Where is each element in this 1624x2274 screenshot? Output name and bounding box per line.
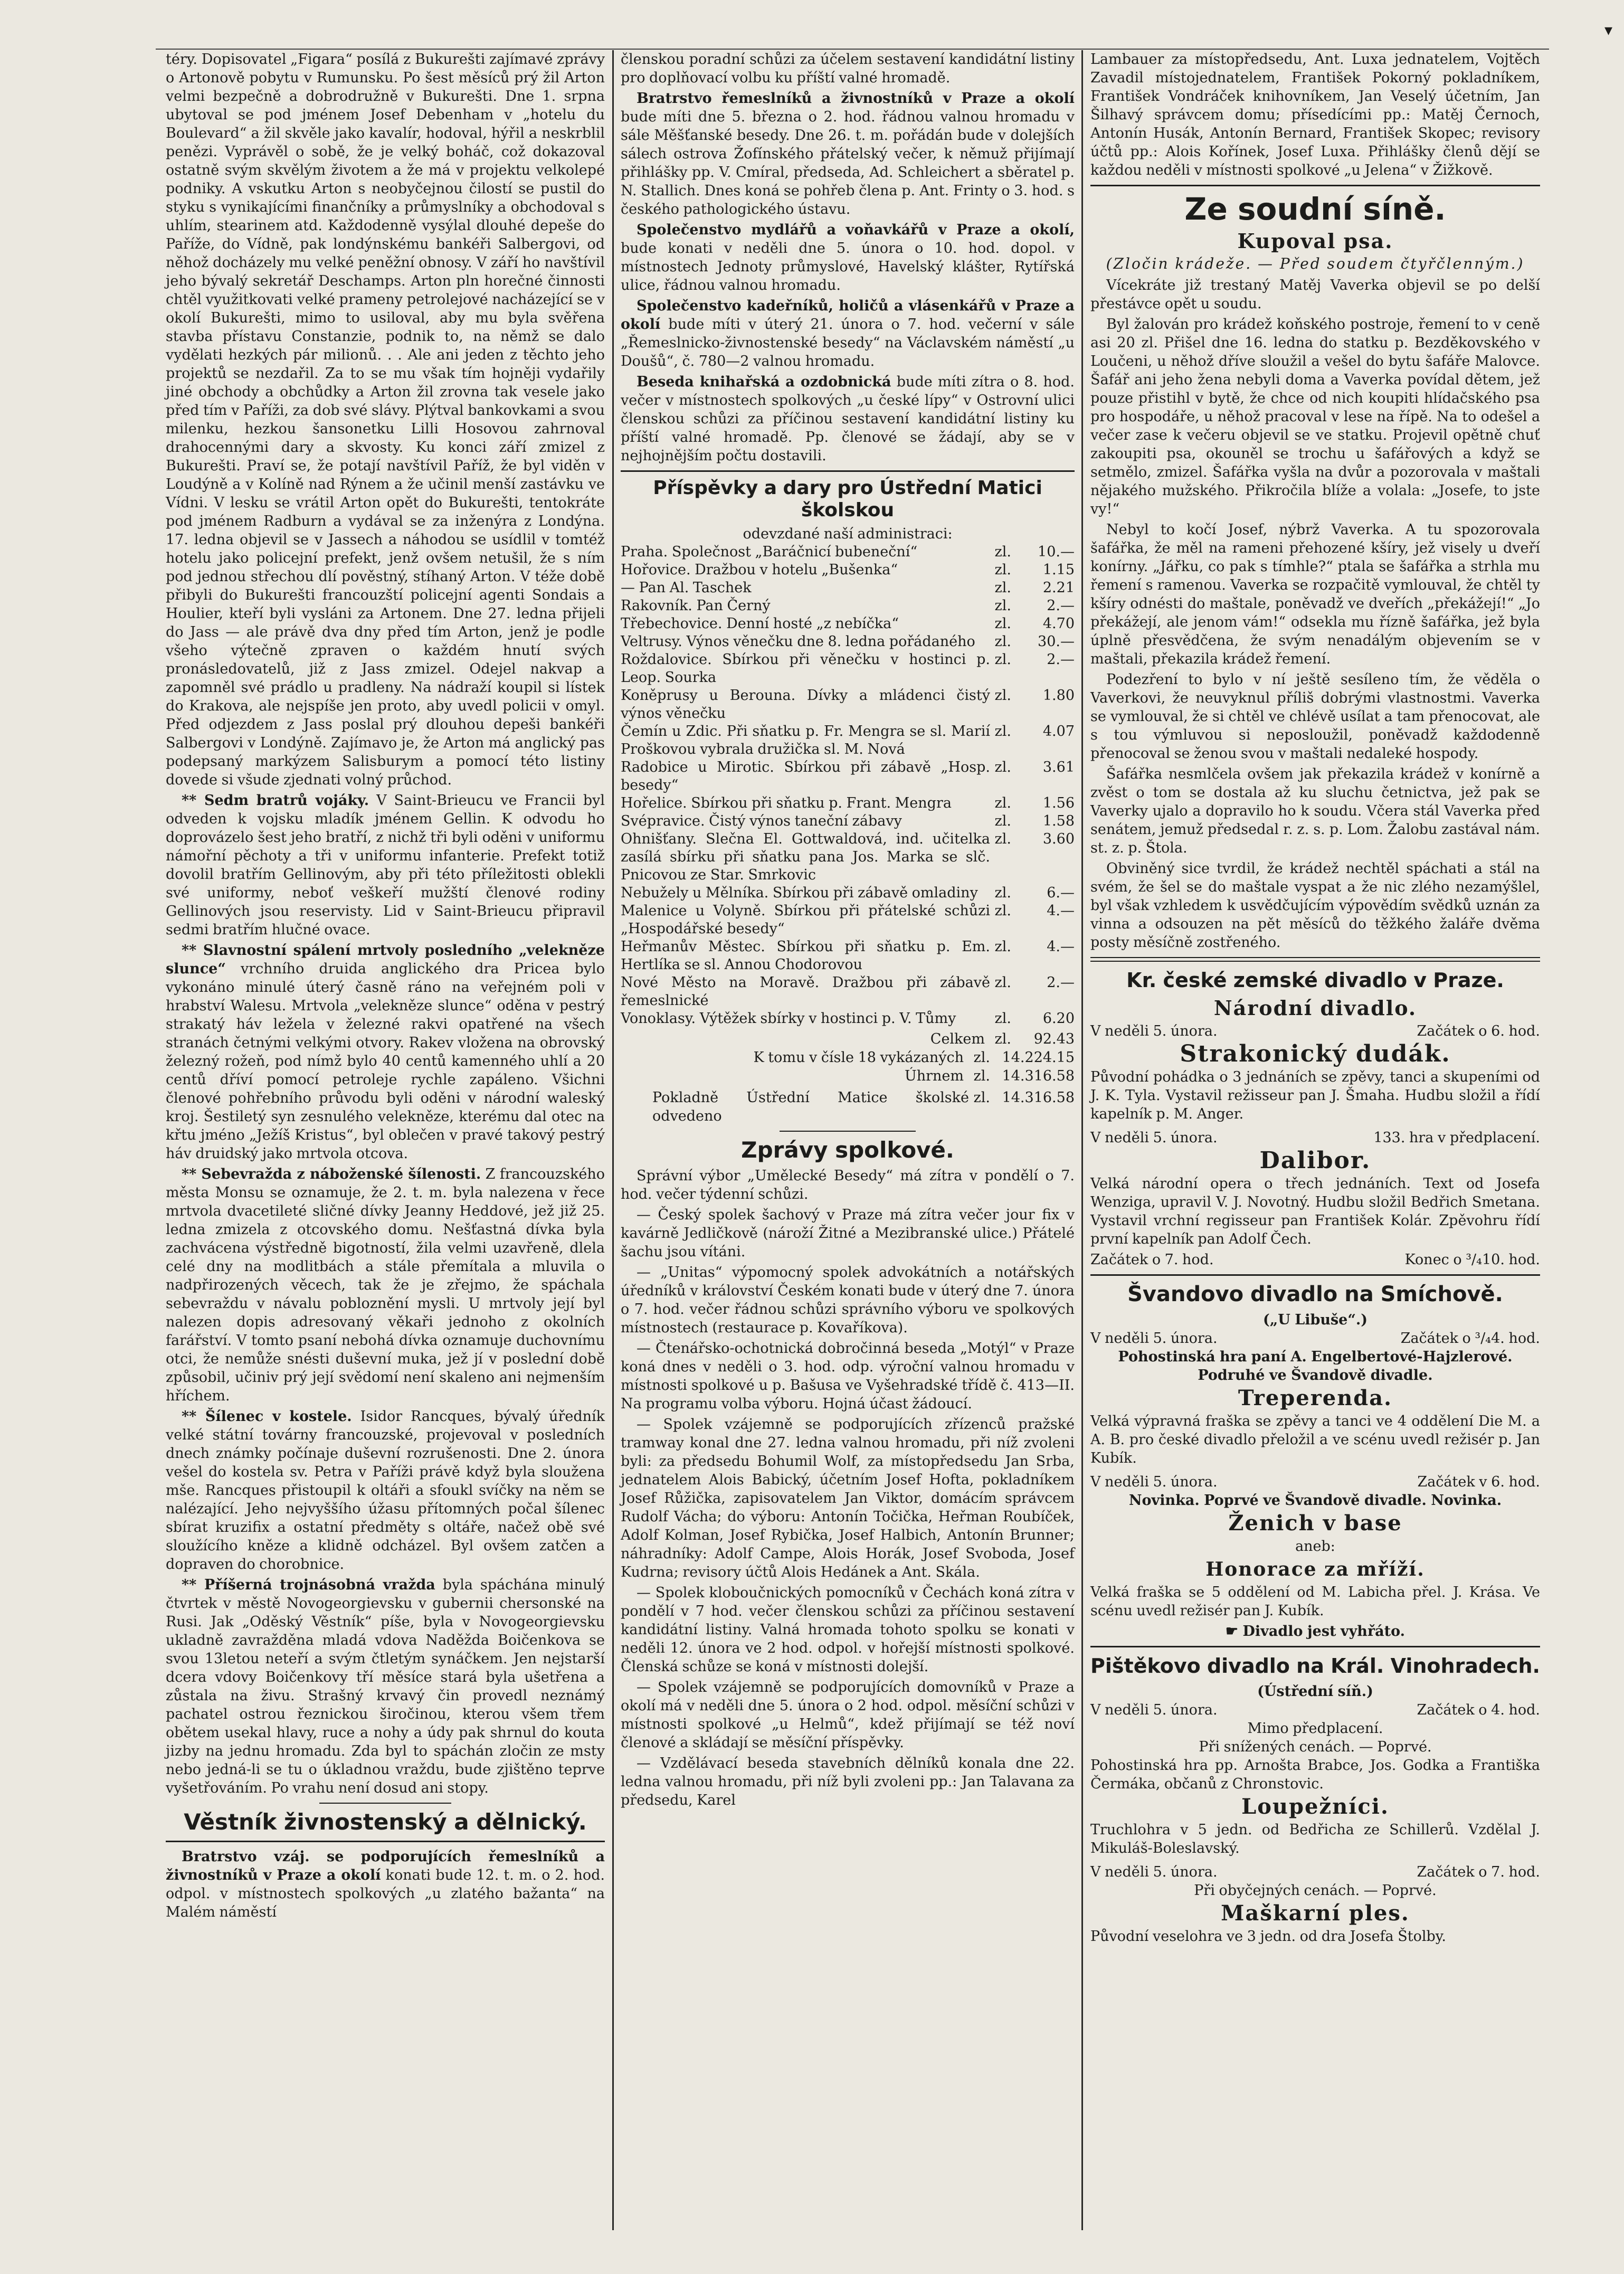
- sum-value: 92.43: [1033, 1031, 1075, 1047]
- donation-donor: Nebužely u Mělníka. Sbírkou při zábavě omladiny: [621, 885, 978, 901]
- donation-unit: zl.: [994, 651, 1011, 668]
- donation-amount: 4.—: [1047, 939, 1075, 955]
- donation-unit: zl.: [994, 759, 1011, 775]
- donation-donor: Nové Město na Moravě. Dražbou při zábavě řemeslnické: [621, 974, 990, 1009]
- theatre-name: Pištěkovo divadlo na Král. Vinohradech.: [1090, 1654, 1540, 1678]
- donation-donor: Radobice u Mirotic. Sbírkou při zábavě „Hosp. besedy“: [621, 759, 990, 793]
- cash-value: 14.316.58: [1002, 1089, 1075, 1106]
- performance-date: V neděli 5. února.: [1090, 1330, 1218, 1347]
- news-item-title: Společenstvo mydlářů a voňavkářů v Praze a okolí,: [637, 222, 1075, 238]
- news-item-title: ** Slavnostní spálení mrtvoly posledního „velekněze slunce“: [166, 942, 605, 977]
- performance-start: Začátek o 7. hod.: [1090, 1252, 1214, 1268]
- donation-unit: zl.: [994, 831, 1011, 847]
- donation-row: [621, 561, 1075, 579]
- donation-row: [621, 759, 1075, 794]
- donation-amount: 3.61: [1042, 759, 1075, 775]
- theatre-subtitle: („U Libuše“.): [1262, 1312, 1368, 1328]
- play-title: Strakonický dudák.: [1180, 1040, 1451, 1067]
- section-title-vestnik: Věstník živnostenský a dělnický.: [184, 1809, 587, 1835]
- performance-date: V neděli 5. února.: [1090, 1023, 1218, 1039]
- donation-donor: Roždalovice. Sbírkou při věnečku v hostinci p. Leop. Sourka: [621, 651, 990, 686]
- column-3: [1083, 50, 1547, 2241]
- divider: [780, 1131, 916, 1132]
- club-news: — Spolek vzájemně se podporujících zřízenců pražské tramway konal dne 27. ledna valnou hromadu, při níž zvoleni byli: za předsedu Bohumil Wolf, za místopředsedu Jan Srba, jednatelem Alois Babický, účetním Josef Hofta, pokladníkem Josef Růžička, zapisovatelem Jan Viktor, domácím správcem Rudolf Vácha; do výboru: Antonín Točička, Heřman Roubíček, Adolf Kolman, Josef Rybička, Josef Halbich, Antonín Brunner; náhradníky: Adolf Campe, Alois Horák, Josef Svoboda, Josef Kudrna; revisory účtů Alois Hedánek a Ant. Skála.: [621, 1416, 1075, 1580]
- play-title-connector: aneb:: [1295, 1538, 1335, 1555]
- club-news: — Spolek vzájemně se podporujících domovníků v Praze a okolí má v neděli dne 5. února o 2 hod. odpol. měsíční schůzi v místnosti spolkové „u Helmů“, kdež přijímají se též noví členové a skládají se měsíční příspěvky.: [621, 1679, 1075, 1751]
- divider: [319, 1803, 451, 1804]
- performance-note: Podruhé ve Švandově divadle.: [1198, 1367, 1433, 1384]
- news-item-body: bude míti dne 5. března o 2. hod. řádnou valnou hromadu v sále Měšťanské besedy. Dne 26. t. m. pořádán bude v dolejších sálech ostrova Žofínského přátelský večer, k němuž přijímají přihlášky pp. V. Cmíral, předseda, Ad. Schleichert a sběratel p. N. Stallich. Dnes koná se pohřeb člena p. Ant. Frinty o 3. hod. s českého pathologického ústavu.: [621, 109, 1075, 217]
- club-news: — Český spolek šachový v Praze má zítra večer jour fix v kavárně Jedličkově (nároží Žitné a Mezibranské ulice.) Přátelé šachu jsou vítáni.: [621, 1207, 1075, 1260]
- donation-row: [621, 687, 1075, 723]
- donation-amount: 4.—: [1047, 903, 1075, 919]
- play-description: Velká fraška se 5 oddělení od M. Labicha přel. J. Krása. Ve scénu uvedl režisér pan J. Kubík.: [1090, 1584, 1540, 1619]
- prev-label: K tomu v čísle 18 vykázaných: [753, 1049, 964, 1066]
- performance-end: Konec o ³/₄10. hod.: [1404, 1252, 1540, 1268]
- news-item-body: vrchního druida anglického dra Pricea bylo vykonáno minulé úterý časně ráno na veřejném poli v hrabství Walesu. Mrtvola „velekněze slunce“ oděna v pestrý strakatý háv ležela v železné rakvi opatřené na všech stranách četnými velkými otvory. Rakev vložena na obrovský železný rožeň, pod nímž bylo 40 centů kamenného uhlí a 20 centů dříví pomocí petroleje rychle zapáleno. Všichni členové pohřebního průvodu byli oděni v národní waleský kroj. Šestiletý syn zesnulého velekněze, kterému dal otec na křtu jméno „Ježíš Kristus“, byl oblečen v pravé takový pestrý háv druidský jako mrtvola otcova.: [166, 961, 605, 1162]
- donation-amount: 3.60: [1042, 831, 1075, 847]
- performance-start: Začátek o ³/₄4. hod.: [1400, 1330, 1540, 1347]
- play-title: Treperenda.: [1238, 1386, 1393, 1410]
- heated-note-text: Divadlo jest vyhřáto.: [1242, 1623, 1405, 1640]
- play-description: Původní veselohra ve 3 jedn. od dra Josefa Štolby.: [1090, 1928, 1447, 1945]
- performance-date: V neděli 5. února.: [1090, 1474, 1218, 1490]
- donation-row: [621, 794, 1075, 812]
- donations-total-row: [621, 1067, 1075, 1085]
- news-item: [621, 297, 1075, 371]
- cash-label: Pokladně Ústřední Matice školské odvedeno: [652, 1089, 969, 1124]
- top-rule: [156, 49, 1549, 50]
- theatre-name: Národní divadlo.: [1213, 996, 1417, 1020]
- article-paragraph: Vícekráte již trestaný Matěj Vaverka objevil se po delší přestávce opět u soudu.: [1090, 277, 1540, 312]
- donation-donor: Ohnišťany. Slečna El. Gottwaldová, ind. učitelka zasílá sbírku při sňatku pana Jos. Marka se slč. Pnicovou ze Star. Smrkovic: [621, 831, 990, 883]
- news-item: [621, 89, 1075, 219]
- donation-unit: zl.: [994, 544, 1011, 560]
- performance-troupe: Pohostinská hra paní A. Engelbertové-Hajzlerové.: [1118, 1349, 1513, 1365]
- donation-amount: 1.15: [1042, 562, 1075, 578]
- donation-unit: zl.: [994, 813, 1011, 829]
- donation-amount: 30.—: [1038, 633, 1075, 650]
- performance-prices: Při snížených cenách. — Poprvé.: [1199, 1739, 1432, 1755]
- donation-donor: Hořelice. Sbírkou při sňatku p. Frant. Mengra: [621, 795, 952, 811]
- performance-date: V neděli 5. února.: [1090, 1130, 1218, 1146]
- donation-row: [621, 597, 1075, 615]
- article-title: Kupoval psa.: [1237, 229, 1393, 253]
- donation-donor: Třebechovice. Denní hosté „z nebíčka“: [621, 615, 899, 632]
- donation-donor: Svépravice. Čistý výnos taneční zábavy: [621, 813, 902, 829]
- news-item-title: ** Šílenec v kostele.: [182, 1408, 352, 1425]
- news-item-title: Bratrstvo řemeslníků a živnostníků v Praze a okolí: [637, 90, 1075, 107]
- news-item-title: Beseda knihařská a ozdobnická: [637, 374, 891, 390]
- news-item: [621, 373, 1075, 465]
- news-item-title: ** Sebevražda z náboženské šílenosti.: [182, 1166, 481, 1182]
- sum-label: Celkem: [930, 1031, 985, 1047]
- section-title-soud: Ze soudní síně.: [1184, 191, 1446, 227]
- performance-note: Novinka. Poprvé ve Švandově divadle. Novinka.: [1128, 1492, 1502, 1509]
- donation-row: [621, 830, 1075, 884]
- donations-subtitle: odevzdané naší administraci:: [743, 526, 953, 542]
- news-item-body: bude míti zítra o 8. hod. večer v místnostech spolkových „u české lípy“ v Ostrovní ulici členskou schůzi za příčinou sestavení kandidátní listiny ku příští valné hromadě. Pp. členové se žádají, aby se v nejhojnějším počtu dostavili.: [621, 374, 1075, 464]
- news-item: [166, 791, 605, 939]
- news-item-title: ** Sedm bratrů vojáky.: [182, 792, 369, 809]
- club-news: — Vzdělávací beseda stavebních dělníků konala dne 22. ledna valnou hromadu, při níž byli zvoleni pp.: Jan Talavana za předsedu, Karel: [621, 1755, 1075, 1808]
- donation-row: [621, 938, 1075, 974]
- theatre-line: [1090, 1329, 1540, 1348]
- heated-note: [1090, 1622, 1540, 1641]
- news-item: [621, 221, 1075, 295]
- news-item: [166, 1576, 605, 1797]
- performance-date: V neděli 5. února.: [1090, 1702, 1218, 1718]
- performance-subscription: 133. hra v předplacení.: [1373, 1130, 1540, 1146]
- article-subtitle: (Zločin krádeže. — Před soudem čtyřčlenným.): [1106, 255, 1525, 272]
- play-title: Maškarní ples.: [1221, 1901, 1410, 1926]
- donation-donor: Heřmanův Městec. Sbírkou při sňatku p. Em. Hertlíka se sl. Annou Chodorovou: [621, 939, 990, 973]
- performance-start: Začátek o 6. hod.: [1417, 1023, 1540, 1039]
- cash-unit: zl.: [973, 1089, 990, 1106]
- news-item-body: Isidor Rancques, bývalý úředník velké státní továrny francouzské, projevoval v posledních dnech známky počínaje duševní rozrušenosti. Dne 2. února vešel do kostela sv. Petra v Paříži právě když byla sloužena mše. Rancques přistoupil k oltáři a sfoukl svíčky na něm se nalézající. Jeho nejvyššího úžasu přítomných počal šílenec sbírat kruzifix a ostatní předměty s oltáře, načež obě své sloužícího kněze a klidně odcházel. Byl ovšem zatčen a dopraven do chorobnice.: [166, 1408, 605, 1572]
- news-item: [166, 1847, 605, 1921]
- divider: [1090, 185, 1540, 186]
- play-description: Velká národní opera o třech jednáních. Text od Josefa Wenziga, upravil V. J. Novotný. Hudbu složil Bedřich Smetana. Vystavil vrchní regisseur pan František Kolár. Zpěvohru řídí první kapelník pan Adolf Čech.: [1090, 1176, 1540, 1247]
- donation-row: [621, 615, 1075, 633]
- theatre-name: Švandovo divadlo na Smíchově.: [1127, 1282, 1503, 1306]
- prev-value: 14.224.15: [1002, 1049, 1075, 1066]
- donation-row: [621, 633, 1075, 651]
- club-news: Správní výbor „Umělecké Besedy“ má zítra v pondělí o 7. hod. večer týdenní schůzi.: [621, 1168, 1075, 1202]
- donation-amount: 6.—: [1047, 885, 1075, 901]
- donation-donor: Vonoklasy. Výtěžek sbírky v hostinci p. V. Tůmy: [621, 1010, 956, 1027]
- donation-amount: 2.—: [1047, 651, 1075, 668]
- donation-donor: Praha. Společnost „Baráčnicí bubeneční“: [621, 544, 918, 560]
- donation-row: [621, 902, 1075, 938]
- performance-prices: Při obyčejných cenách. — Poprvé.: [1194, 1882, 1437, 1899]
- donations-prev-row: [621, 1048, 1075, 1067]
- donation-amount: 1.56: [1042, 795, 1075, 811]
- performance-troupe: Pohostinská hra pp. Arnošta Brabce, Jos. Godka a Františka Čermáka, občanů z Chronstovic.: [1090, 1757, 1540, 1792]
- donation-unit: zl.: [994, 562, 1011, 578]
- donation-amount: 2.21: [1042, 580, 1075, 596]
- donation-amount: 2.—: [1047, 598, 1075, 614]
- column-1: [158, 50, 612, 2241]
- donations-cash-row: [621, 1088, 1075, 1125]
- arton-article: téry. Dopisovatel „Figara“ posílá z Bukurešti zajímavé zprávy o Artonově pobytu v Rumunsku. Po šest měsíců prý žil Arton velmi bezpečně a dobrodružně v Bukurešti. Dne 1. srpna ubytoval se pod jménem Josef Debenham v „hotelu du Boulevard“ a žil skvěle jako kavalír, hodoval, hýřil a neskrblil penězi. Vyprávěl o sobě, že je velký boháč, což dokazoval ostatně svým skvělým životem a že má v projektu velkolepé podniky. A vskutku Arton s neobyčejnou čilostí se pustil do styku s vynikajícími finančníky a průmyslníky a obchodoval s uhlím, stearinem atd. Každodenně vysýlal dlouhé depeše do Paříže, do Vídně, pak londýnskému bankéři Salbergovi, od něhož docházely mu velké peněžní obnosy. V září ho navštívil jeho bývalý sekretář Deschamps. Arton pln horečné činnosti chtěl využitkovati velké prameny petrolejové nacházející se v okolí Bukurešti, mimo to usiloval, aby mu byla svěřena stavba přístavu Constanzie, podnik to, na němž se dalo vydělati hezkých pár milionů. . . Ale ani jeden z těchto jeho projektů se nezdařil. Za to se mu však tím hojněji vydařily jiné obchody a obchůdky a Arton žil zrovna tak vesele jako před tím v Paříži, za dob své slávy. Plýtval bankovkami a svou milenku, hezkou šansonetku Lilli Hosovou zahrnoval drahocennými dary a skvosty. Ku konci září zmizel z Bukurešti. Praví se, že potají navštívil Paříž, že byl viděn v Loudýně a v Kolíně nad Rýnem a že učinil menší zastávku ve Vídni. V lesku se vrátil Arton opět do Bukurešti, tentokráte pod jménem Radburn a vydával se za inženýra z Londýna. 17. ledna objevil se v Jassech a náhodou se usídlil v tomtéž hotelu jako policejní prefekt, jenž ovšem netušil, že s ním pod jednou střechou dlí pověstný, stíhaný Arton. V téže době přibyli do Bukurešti francouzští policejní agenti Sondais a Houlier, kteří byli vysláni za Artonem. Dne 27. ledna přijeli do Jass — ale právě dva dny před tím Arton, jenž je podle všeho výtečně zpraven o každém hnutí svých pronásledovatelů, již z Jass zmizel. Odejel nakvap a zapomněl své prádlo u pradleny. Na nádraží koupil si lístek do Krakova, ale nejspíše jen proto, aby uvedl policii v omyl. Před odjezdem z Jass poslal prý dlouhou depeši bankéři Salbergovi v Londýně. Zajímavo je, že Arton má anglický pas podepsaný markýzem Salisburym a pomocí této listiny dovede si všude zjednati volný průchod.: [166, 51, 605, 788]
- article-paragraph: Nebyl to kočí Josef, nýbrž Vaverka. A tu spozorovala šafářka, že měl na rameni přehozené kšíry, jež visely u dveří konírny. „Jářku, co pak s tímhle?“ ptala se šafářka a strhla mu řemení s ramenou. Vaverka se rozpačitě vymlouval, že chtěl ty kšíry odnésti do maštale, poněvadž ve dveřích „překážejí!“ „Jo překážejí, ale jenom vám!“ odsekla mu řízně šafářka, jež byla úplně přesvědčena, že svým nenadálým objevením se v maštali, překazila krádež řemení.: [1090, 522, 1540, 667]
- donation-unit: zl.: [994, 687, 1011, 704]
- news-item-body: konati bude 12. t. m. o 2. hod. odpol. v místnostech spolkových „u zlatého bažanta“ na Malém náměstí: [166, 1867, 605, 1920]
- donation-unit: zl.: [994, 598, 1011, 614]
- donation-row: [621, 812, 1075, 830]
- donation-unit: zl.: [994, 974, 1011, 991]
- donation-unit: zl.: [994, 723, 1011, 740]
- sum-unit: zl.: [994, 1031, 1011, 1047]
- donation-unit: zl.: [994, 580, 1011, 596]
- play-title: Loupežníci.: [1241, 1794, 1389, 1819]
- performance-start: Začátek o 4. hod.: [1417, 1702, 1540, 1718]
- theatre-line: [1090, 1863, 1540, 1881]
- news-item: [166, 1407, 605, 1574]
- donation-donor: Čemín u Zdic. Při sňatku p. Fr. Mengra se sl. Marií Proškovou vybrala družička sl. M. Nová: [621, 723, 990, 757]
- play-description: Původní pohádka o 3 jednáních se zpěvy, tanci a skupeními od J. K. Tyla. Vystavil režisseur pan J. Šmaha. Hudbu složil a řídí kapelník p. M. Anger.: [1090, 1069, 1540, 1122]
- donation-amount: 1.58: [1042, 813, 1075, 829]
- news-item-body: bude konati v neděli dne 5. února o 10. hod. dopol. v místnostech Jednoty průmyslové, Havelský klášter, Rytířská ulice, řádnou valnou hromadu.: [621, 240, 1075, 293]
- club-news: — Spolek kloboučnických pomocníků v Čechách koná zítra v pondělí v 7 hod. večer členskou schůzi za příčinou sestavení kandidátní listiny. Valná hromada tohoto spolku se konati v neděli 12. února ve 2 hod. odpol. v hořejší místnosti spolkové. Členská schůze se koná v místnosti dolejší.: [621, 1585, 1075, 1675]
- news-item: [166, 1165, 605, 1405]
- donation-amount: 2.—: [1047, 974, 1075, 991]
- total-label: Úhrnem: [904, 1068, 964, 1084]
- donation-amount: 4.70: [1042, 615, 1075, 632]
- theatre-line: [1090, 1129, 1540, 1147]
- donation-row: [621, 543, 1075, 561]
- news-item-body: V Saint-Brieucu ve Francii byl odveden k vojsku mladík jménem Gellin. K odvodu ho doprovázelo šest jeho bratří, z nichž tři byli oděni v uniformu námořní pěchoty a tři v uniformu infanterie. Prefekt totiž dovolil bratřím Gellinovým, aby při této příležitosti oblekli své uniformy, neboť veškeří mužští členové rodiny Gellinových jsou reservisty. Lid v Saint-Brieucu připravil sedmi bratřím hlučné ovace.: [166, 792, 605, 938]
- donation-unit: zl.: [994, 615, 1011, 632]
- theatre-header: Kr. české zemské divadlo v Praze.: [1126, 969, 1504, 992]
- theatre-subtitle: (Ústřední síň.): [1257, 1683, 1373, 1700]
- theatre-line: [1090, 1250, 1540, 1269]
- news-item: [166, 941, 605, 1163]
- performance-note: Mimo předplacení.: [1247, 1720, 1383, 1737]
- divider: [1090, 957, 1540, 962]
- article-paragraph: Byl žalován pro krádež koňského postroje, řemení to v ceně asi 20 zl. Přišel dne 16. ledna do statku p. Bezděkovského v Loučeni, u něhož dříve sloužil a vešel do bytu šafáře Malovce. Šafář ani jeho žena nebyli doma a Vaverka povídal dětem, jež pouze přistihl v bytě, že chce od nich koupiti hlídačského psa pro hospodáře, u něhož pracoval v lese na řípě. Na to odešel a večer zase k večeru objevil se ve statku. Projevil opětně chuť zakoupiti psa, okouněl se trochu u šafářových a když se setmělo, zmizel. Šafářka vyšla na dvůr a pozorovala v maštali nějakého mužského. Přikročila blíže a volala: „Josefe, to jste vy!“: [1090, 316, 1540, 517]
- donation-unit: zl.: [994, 939, 1011, 955]
- theatre-line: [1090, 1022, 1540, 1040]
- news-item-body: Lambauer za místopředsedu, Ant. Luxa jednatelem, Vojtěch Zavadil místojednatelem, František Pokorný pokladníkem, František Vondráček knihovníkem, Jan Veselý účetním, Jan Šilhavý správcem domu; přísedícími pp.: Matěj Černoch, Antonín Husák, Antonín Bernard, František Skopec; revisory účtů pp.: Alois Kořínek, Josef Luxa. Přihlášky členů dějí se každou neděli v místnosti spolkové „u Jelena“ v Žižkově.: [1090, 51, 1540, 178]
- column-2: [613, 50, 1082, 2241]
- divider: [1090, 1274, 1540, 1276]
- performance-date: V neděli 5. února.: [1090, 1864, 1218, 1880]
- donation-unit: zl.: [994, 903, 1011, 919]
- donation-row: [621, 974, 1075, 1010]
- theatre-line: [1090, 1701, 1540, 1719]
- news-item-body: Z francouzského města Monsu se oznamuje, že 2. t. m. byla nalezena v řece mrtvola dvacetileté sličné dívky Jeanny Heddové, jež již 25. ledna zmizela z otcovského domu. Nešťastná dívka byla zachvácena výstředně bigotností, žila velmi uzavřeně, dlela celé dny na modlitbách a stále přemítala a mluvila o nadpřirozených věcech, tak že je zřejmo, že spáchala sebevraždu v návalu pobloznění mysli. U mrtvoly její byl nalezen dopis adresovaný věkaři jednoho z okolních farářství. V tomto psaní nebohá dívka oznamuje duchovnímu otci, že nemůže snésti duševní muka, jež jí v poslední době způsobil, učiniv prý její svědomí není skaleno ani nejmenším hříchem.: [166, 1166, 605, 1404]
- donation-unit: zl.: [994, 795, 1011, 811]
- news-item-title: Společenstvo kadeřníků, holičů a vlásenkářů v Praze a okolí: [621, 298, 1075, 333]
- performance-start: Začátek o 7. hod.: [1417, 1864, 1540, 1880]
- article-paragraph: Obviněný sice tvrdil, že krádež nechtěl spáchati a stál na svém, že šel se do maštale vyspat a že nic zlého nezamýšlel, byl však vzhledem k usvědčujícím výpovědím svědků uznán za vinna a odsouzen na pět měsíců do těžkého žaláře dvěma posty měsíčně zostřeného.: [1090, 860, 1540, 951]
- donation-unit: zl.: [994, 633, 1011, 650]
- donation-donor: Veltrusy. Výnos věnečku dne 8. ledna pořádaného: [621, 633, 975, 650]
- donation-unit: zl.: [994, 885, 1011, 901]
- club-news: — „Unitas“ výpomocný spolek advokátních a notářských úředníků v království Českém konati bude v úterý dne 7. února o 7. hod. večer řádnou schůzi správního výboru ve spolkových místnostech (restaurace p. Kovaříkova).: [621, 1264, 1075, 1336]
- news-item-title: Bratrstvo vzáj. se podporujících řemeslníků a živnostníků v Praze a okolí: [166, 1849, 605, 1883]
- donation-row: [621, 579, 1075, 597]
- donation-donor: Malenice u Volyně. Sbírkou při přátelské schůzi „Hospodářské besedy“: [621, 903, 990, 937]
- news-item-title: ** Příšerná trojnásobná vražda: [182, 1577, 435, 1593]
- section-title-zpravy: Zprávy spolkové.: [741, 1137, 954, 1163]
- hand-pointer-icon: ☛: [1225, 1623, 1243, 1640]
- donations-sum-row: [621, 1030, 1075, 1048]
- article-paragraph: Podezření to bylo v ní ještě sesíleno tím, že věděla o Vaverkovi, že neuvyknul příliš dobrými vlastnostmi. Vaverka se vymlouval, že si chtěl ve chlévě usílat a tam přenocovat, ale s tou výmluvou si neposloužil, poněvadž každodenně přenocoval se ženou svou v maštali nedaleké hospody.: [1090, 671, 1540, 762]
- news-item-body: členskou poradní schůzi za účelem sestavení kandidátní listiny pro doplňovací volbu ku příští valné hromadě.: [621, 51, 1075, 86]
- donation-row: [621, 651, 1075, 687]
- section-title-donations: Příspěvky a dary pro Ústřední Matici školskou: [653, 477, 1042, 521]
- donation-row: [621, 723, 1075, 759]
- donation-unit: zl.: [994, 1010, 1011, 1027]
- donation-donor: Rakovník. Pan Černý: [621, 598, 771, 614]
- play-description: Velká výpravná fraška se zpěvy a tanci ve 4 oddělení Die M. a A. B. pro české divadlo přeložil a ve scénu uvedl režisér p. Jan Kubík.: [1090, 1413, 1540, 1466]
- performance-start: Začátek v 6. hod.: [1417, 1474, 1540, 1490]
- page-mark-icon: ▾: [1604, 21, 1613, 40]
- donation-donor: Koněprusy u Berouna. Dívky a mládenci čistý výnos věnečku: [621, 687, 990, 722]
- club-news: — Čtenářsko-ochotnická dobročinná beseda „Motýl“ v Praze koná dnes v neděli o 3. hod. odp. výroční valnou hromadu v místnosti spolkové u p. Bašusa ve Vyšehradské třídě č. 413—II. Na programu volba výboru. Hojná účast žádoucí.: [621, 1340, 1075, 1412]
- play-title: Ženich v base: [1228, 1511, 1402, 1536]
- play-title: Dalibor.: [1259, 1147, 1371, 1174]
- donation-row: [621, 884, 1075, 902]
- divider: [621, 470, 1075, 472]
- divider: [166, 1841, 605, 1842]
- play-description: Truchlohra v 5 jedn. od Bedřicha ze Schillerů. Vzdělal J. Mikuláš-Boleslavský.: [1090, 1822, 1540, 1856]
- donation-amount: 4.07: [1042, 723, 1075, 740]
- article-paragraph: Šafářka nesmlčela ovšem jak překazila krádež v konírně a zvěst o tom se dostala až ku sluchu četnictva, jež pak se Vaverky ujalo a dopravilo ho k soudu. Včera stál Vaverka před senátem, jemuž předsedal r. z. s. p. Lom. Žalobu zastával nám. st. z. p. Štola.: [1090, 766, 1540, 856]
- total-unit: zl.: [973, 1068, 990, 1084]
- donations-table: [621, 543, 1075, 1028]
- donation-row: [621, 1010, 1075, 1028]
- donation-amount: 10.—: [1038, 544, 1075, 560]
- prev-unit: zl.: [973, 1049, 990, 1066]
- news-item-body: bude míti v úterý 21. února o 7. hod. večerní v sále „Řemeslnicko-živnostenské besedy“ na Václavském náměstí „u Doušů“, č. 780—2 valnou hromadu.: [621, 316, 1075, 369]
- donation-amount: 6.20: [1042, 1010, 1075, 1027]
- donation-donor: Hořovice. Dražbou v hotelu „Bušenka“: [621, 562, 898, 578]
- theatre-line: [1090, 1473, 1540, 1491]
- donation-donor: — Pan Al. Taschek: [621, 580, 752, 596]
- donation-amount: 1.80: [1042, 687, 1075, 704]
- total-value: 14.316.58: [1002, 1068, 1075, 1084]
- play-title: Honorace za mříží.: [1205, 1558, 1425, 1580]
- news-item-body: byla spáchána minulý čtvrtek v městě Novogeorgievsku v gubernii chersonské na Rusi. Jak „Oděský Věstník“ píše, byla v Novogeorgievsku ukladně zavražděna mladá vdova Naděžda Boičenkova se svou 13letou neteří a svým čtletým synáčkem. Jen nejstarší dcera vdovy Boičenkovy tří měsíce stará byla ušetřena a zůstala na živu. Strašný krvavý čin provedl neznámý pachatel ostrou řeznickou širočinou, kterou všem třem obětem usekal hlavy, ruce a nohy a údy pak shrnul do kouta jizby na jednu hromadu. Zda byl to spáchán zločin ze msty nebo jedná-li se tu o úkladnou vraždu, bude zjištěno teprve vyšetřováním. Po vrahu není dosud ani stopy.: [166, 1577, 605, 1796]
- divider: [1090, 1646, 1540, 1647]
